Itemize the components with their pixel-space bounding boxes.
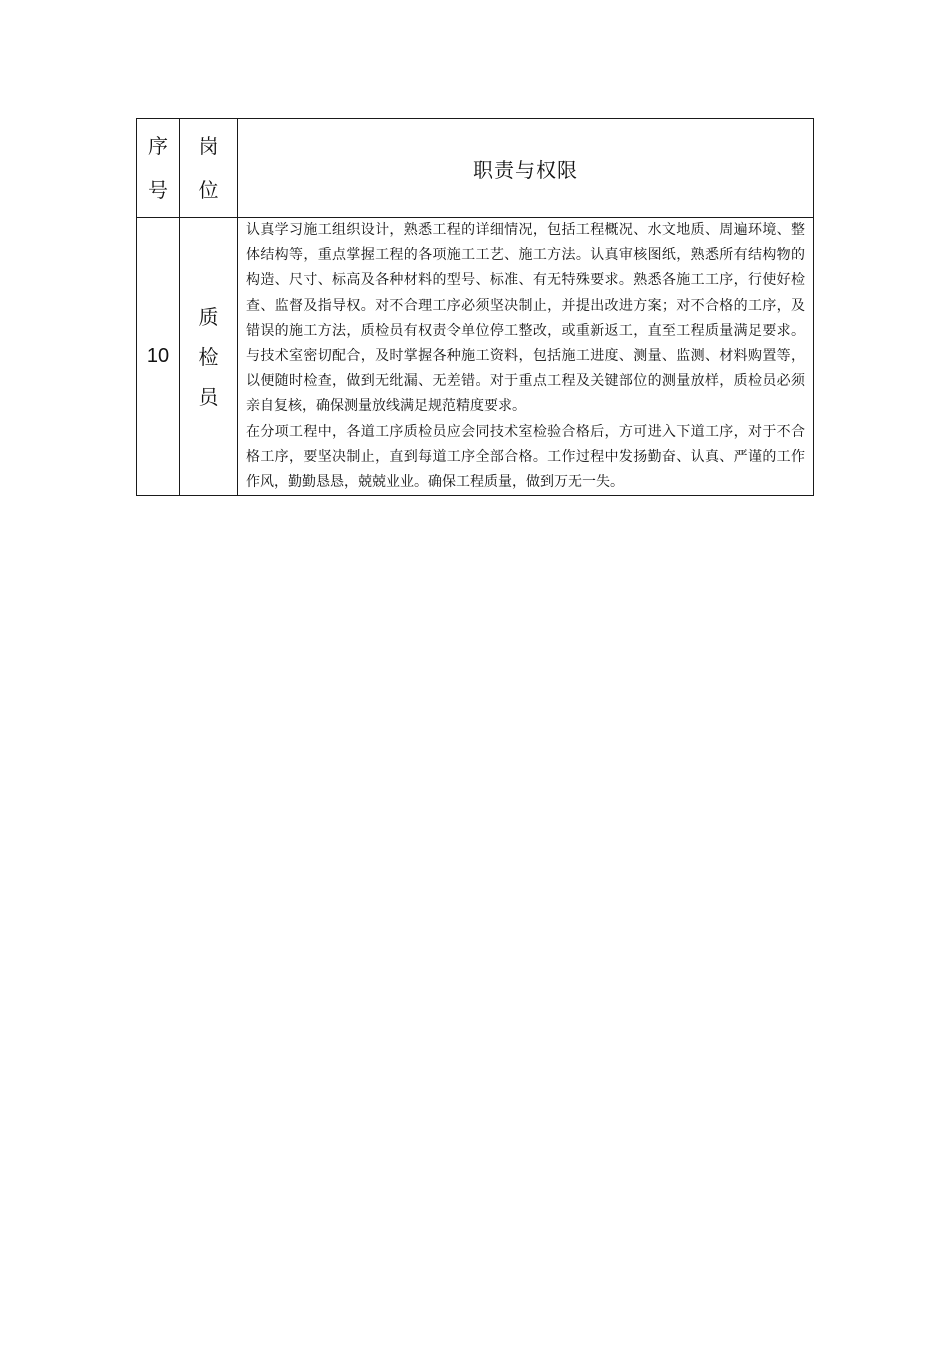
header-seq (137, 119, 180, 218)
table-row (137, 218, 814, 496)
row-post-char: 检 (198, 344, 219, 369)
row-duty (238, 218, 814, 496)
duty-paragraph: 在分项工程中，各道工序质检员应会同技术室检验合格后，方可进入下道工序，对于不合格工序，要坚决制止，直到每道工序全部合格。工作过程中发扬勤奋、认真、严谨的工作作风，勤勤恳恳，兢兢业业。确保工程质量，做到万无一失。 (246, 423, 805, 491)
row-post (180, 218, 238, 496)
duty-paragraph: 认真学习施工组织设计，熟悉工程的详细情况，包括工程概况、水文地质、周遍环境、整体结构等，重点掌握工程的各项施工工艺、施工方法。认真审核图纸，熟悉所有结构物的构造、尺寸、标高及各种材料的型号、标准、有无特殊要求。熟悉各施工工序，行使好检查、监督及指导权。对不合理工序必须坚决制止，并提出改进方案；对不合格的工序，及错误的施工方法，质检员有权责令单位停工整改，或重新返工，直至工程质量满足要求。与技术室密切配合，及时掌握各种施工资料，包括施工进度、测量、监测、材料购置等，以便随时检查，做到无纰漏、无差错。对于重点工程及关键部位的测量放样，质检员必须亲自复核，确保测量放线满足规范精度要求。 (246, 222, 805, 415)
header-duty (238, 119, 814, 218)
header-post (180, 119, 238, 218)
header-duty-title: 职责与权限 (473, 157, 578, 182)
row-post-char: 员 (198, 384, 219, 409)
header-post-char: 岗 (198, 134, 219, 158)
row-seq: 10 (137, 218, 180, 496)
header-seq-char: 号 (148, 178, 168, 202)
header-post-char: 位 (198, 178, 219, 202)
table-header-row (137, 119, 814, 218)
row-post-char: 质 (198, 304, 219, 329)
header-seq-char: 序 (148, 134, 168, 158)
duty-table (136, 118, 814, 496)
